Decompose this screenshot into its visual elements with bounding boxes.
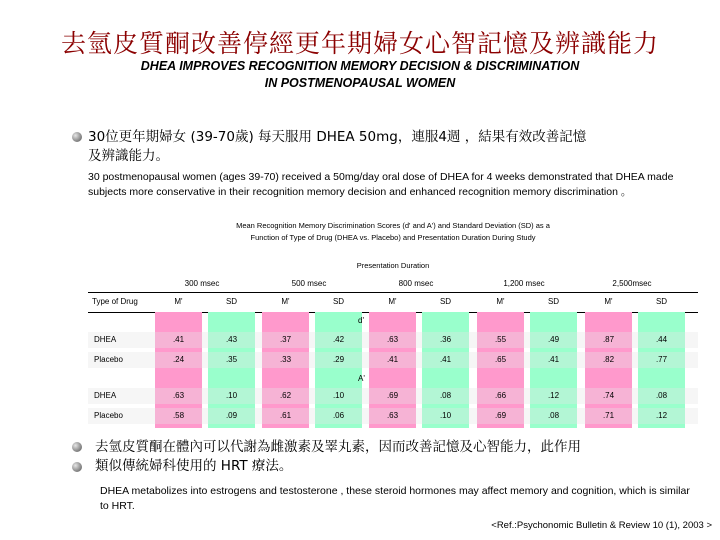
- m-value: .33: [279, 355, 292, 364]
- drug-label: DHEA: [94, 335, 117, 344]
- bullet-1-line-2: 及辨識能力。: [88, 148, 169, 164]
- m-value: .55: [494, 335, 507, 344]
- sd-value: .08: [655, 391, 668, 400]
- m-value: .71: [602, 411, 615, 420]
- sd-value: .43: [225, 335, 238, 344]
- m-header: M': [604, 297, 613, 306]
- reference-citation: <Ref.:Psychonomic Bulletin & Review 10 (1), 2003 >: [491, 520, 712, 531]
- m-value: .61: [279, 411, 292, 420]
- m-value: .63: [386, 411, 399, 420]
- m-value: .63: [386, 335, 399, 344]
- sd-value: .44: [655, 335, 668, 344]
- m-value: .66: [494, 391, 507, 400]
- m-value: .65: [494, 355, 507, 364]
- m-value: .62: [279, 391, 292, 400]
- sd-value: .41: [547, 355, 560, 364]
- sd-header: SD: [439, 297, 452, 306]
- sd-value: .08: [547, 411, 560, 420]
- section-label: A': [358, 374, 365, 383]
- page-title: 去氫皮質酮改善停經更年期婦女心智記憶及辨識能力: [60, 29, 659, 58]
- sd-header: SD: [547, 297, 560, 306]
- results-table: [88, 216, 698, 428]
- sd-header: SD: [655, 297, 668, 306]
- sd-value: .29: [332, 355, 345, 364]
- m-value: .69: [494, 411, 507, 420]
- m-value: .69: [386, 391, 399, 400]
- duration-header: 300 msec: [184, 279, 220, 288]
- duration-header: 1,200 msec: [503, 279, 545, 288]
- sd-header: SD: [225, 297, 238, 306]
- bullet-1-chinese-text: [88, 128, 688, 166]
- table-caption-line-1: Mean Recognition Memory Discrimination Scores (d' and A') and Standard Deviation (SD) as a: [236, 221, 550, 230]
- bullet-2-chinese-text: [95, 438, 695, 476]
- drug-label: Placebo: [94, 411, 123, 420]
- subtitle-line-2: IN POSTMENOPAUSAL WOMEN: [264, 76, 456, 90]
- sd-value: .10: [439, 411, 452, 420]
- duration-header: 2,500msec: [612, 279, 652, 288]
- m-value: .87: [602, 335, 615, 344]
- section-label: d': [358, 316, 364, 325]
- sd-value: .08: [439, 391, 452, 400]
- sd-value: .49: [547, 335, 560, 344]
- table-caption-line-2: Function of Type of Drug (DHEA vs. Placebo) and Presentation Duration During Study: [250, 233, 536, 242]
- bullet-icon: [72, 132, 82, 142]
- m-value: .58: [172, 411, 185, 420]
- sd-value: .35: [225, 355, 238, 364]
- sd-value: .12: [547, 391, 560, 400]
- sd-value: .42: [332, 335, 345, 344]
- bullet-icon: [72, 462, 82, 472]
- duration-header: 500 msec: [291, 279, 327, 288]
- page-subtitle: [0, 58, 720, 92]
- m-value: .41: [386, 355, 399, 364]
- sd-value: .10: [225, 391, 238, 400]
- m-value: .63: [172, 391, 185, 400]
- bullet-2-line-1: 去氫皮質酮在體內可以代謝為雌激素及睪丸素，因而改善記憶及心智能力，此作用: [95, 439, 581, 455]
- sd-header: SD: [332, 297, 345, 306]
- drug-label: DHEA: [94, 391, 117, 400]
- duration-header: 800 msec: [398, 279, 434, 288]
- table-rule: [88, 292, 698, 293]
- sd-value: .09: [225, 411, 238, 420]
- bullet-1-english-text: 30 postmenopausal women (ages 39-70) received a 50mg/day oral dose of DHEA for 4 weeks demonstrated that DHEA made subjects more conservative in their recognition memory decision and enhanced recognition memory discrimination 。: [88, 171, 674, 198]
- m-header: M': [174, 297, 183, 306]
- m-header: M': [281, 297, 290, 306]
- bullet-1-line-1: 30位更年期婦女 (39-70歲) 每天服用 DHEA 50mg，連服4週 ，結果有效改善記憶: [88, 129, 587, 145]
- sd-value: .06: [332, 411, 345, 420]
- sd-value: .36: [439, 335, 452, 344]
- sd-value: .12: [655, 411, 668, 420]
- bullet-icon: [72, 442, 82, 452]
- drug-label: Placebo: [94, 355, 123, 364]
- m-value: .74: [602, 391, 615, 400]
- type-of-drug-header: Type of Drug: [92, 297, 138, 306]
- m-value: .82: [602, 355, 615, 364]
- m-header: M': [388, 297, 397, 306]
- bullet-2-english-text: DHEA metabolizes into estrogens and testosterone , these steroid hormones may affect memory and cognition, which is similar to HRT.: [100, 485, 690, 512]
- m-value: .24: [172, 355, 185, 364]
- sd-value: .10: [332, 391, 345, 400]
- m-value: .41: [172, 335, 185, 344]
- sd-value: .77: [655, 355, 668, 364]
- bullet-2-line-2: 類似傳統婦科使用的 HRT 療法。: [95, 458, 293, 474]
- subtitle-line-1: DHEA IMPROVES RECOGNITION MEMORY DECISION & DISCRIMINATION: [140, 59, 580, 73]
- m-header: M': [496, 297, 505, 306]
- presentation-duration-label: Presentation Duration: [356, 261, 430, 270]
- sd-value: .41: [439, 355, 452, 364]
- m-value: .37: [279, 335, 292, 344]
